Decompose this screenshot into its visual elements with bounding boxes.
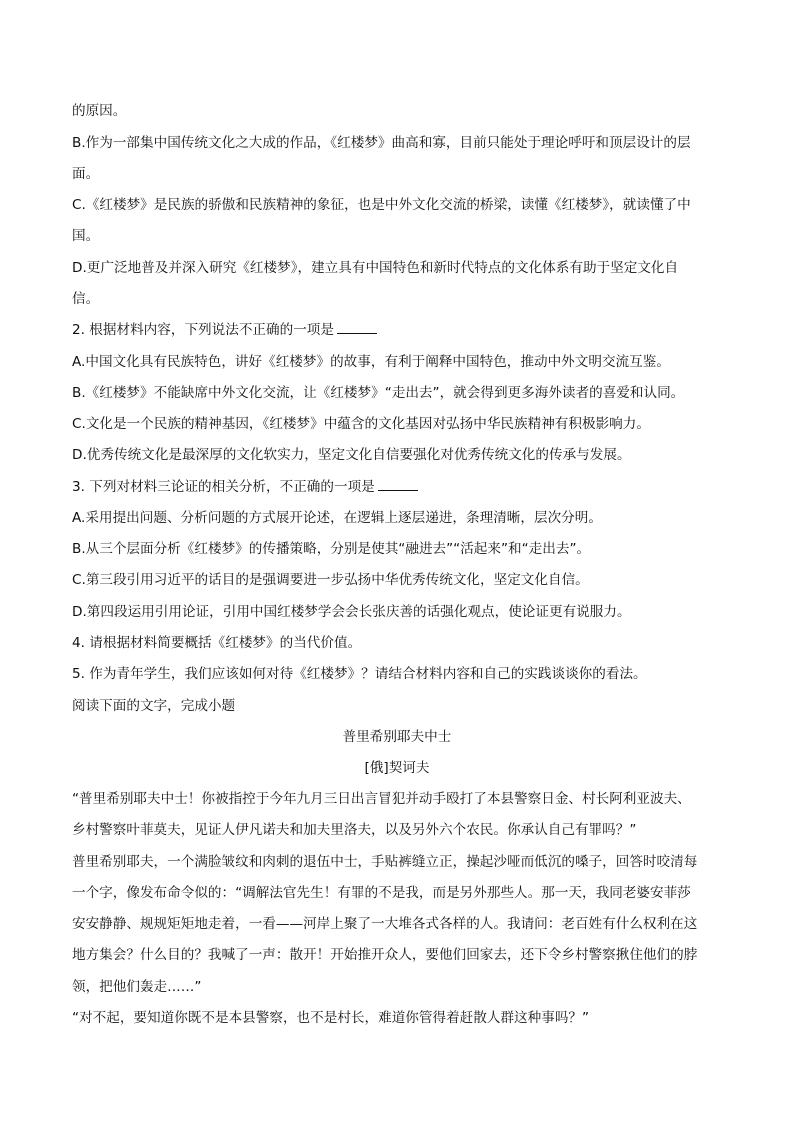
q2-stem (72, 320, 722, 340)
q2-option-c: C.文化是一个民族的精神基因，《红楼梦》中蕴含的文化基因对弘扬中华民族精神有积极影响力。 (72, 416, 650, 432)
q1-option-b-line2: 面。 (72, 166, 100, 182)
passage-p2-line5: 领，把他们轰走……” (72, 979, 202, 995)
q2-stem-text: 2. 根据材料内容，下列说法不正确的一项是 (72, 322, 334, 338)
q2-option-a: A.中国文化具有民族特色，讲好《红楼梦》的故事，有利于阐释中国特色，推动中外文明交流互鉴。 (72, 354, 670, 370)
q1-option-c-line2: 国。 (72, 228, 100, 244)
q3-option-c: C.第三段引用习近平的话目的是强调要进一步弘扬中华优秀传统文化，坚定文化自信。 (72, 572, 589, 588)
q3-stem (72, 477, 722, 497)
passage-author: [俄]契诃夫 (364, 760, 430, 776)
passage-p2-line1: 普里希别耶夫，一个满脸皱纹和肉刺的退伍中士，手贴裤缝立正，操起沙哑而低沉的嗓子，回答时咬清每 (72, 854, 698, 870)
answer-blank (337, 320, 377, 334)
passage-p3-line1: “对不起，要知道你既不是本县警察，也不是村长，难道你管得着赶散人群这种事吗？” (72, 1010, 590, 1026)
passage-p1-line1: “普里希别耶夫中士！你被指控于今年九月三日出言冒犯并动手殴打了本县警察日金、村长阿利亚波夫、 (72, 791, 691, 807)
q3-option-d: D.第四段运用引用论证，引用中国红楼梦学会会长张庆善的话强化观点，使论证更有说服力。 (72, 604, 631, 620)
passage-p2-line4: 地方集会？什么目的？我喊了一声：散开！开始推开众人，要他们回家去，还下令乡村警察揪住他们的脖 (72, 947, 698, 963)
q1-option-d-line2: 信。 (72, 291, 100, 307)
q3-option-a: A.采用提出问题、分析问题的方式展开论述，在逻辑上逐层递进，条理清晰，层次分明。 (72, 510, 602, 526)
q1-option-d-line1: D.更广泛地普及并深入研究《红楼梦》，建立具有中国特色和新时代特点的文化体系有助于坚定文化自 (72, 260, 679, 276)
passage-title: 普里希别耶夫中士 (342, 729, 452, 745)
passage-p1-line2: 乡村警察叶菲莫夫，见证人伊凡诺夫和加夫里洛夫，以及另外六个农民。你承认自己有罪吗？” (72, 822, 637, 838)
q1-option-b-line1: B.作为一部集中国传统文化之大成的作品，《红楼梦》曲高和寡，目前只能处于理论呼吁和顶层设计的层 (72, 135, 691, 151)
passage-p2-line3: 安安静静、规规矩矩地走着，一看——河岸上聚了一大堆各式各样的人。我请问：老百姓有什么权利在这 (72, 916, 698, 932)
q1-continuation: 的原因。 (72, 103, 127, 119)
q4-stem: 4. 请根据材料简要概括《红楼梦》的当代价值。 (72, 635, 362, 651)
q2-option-b: B.《红楼梦》不能缺席中外文化交流，让《红楼梦》“走出去”，就会得到更多海外读者的喜爱和认同。 (72, 385, 685, 401)
q5-stem: 5. 作为青年学生，我们应该如何对待《红楼梦》？请结合材料内容和自己的实践谈谈你的看法。 (72, 666, 647, 682)
q1-option-c-line1: C.《红楼梦》是民族的骄傲和民族精神的象征，也是中外文化交流的桥梁，读懂《红楼梦》，就读懂了中 (72, 197, 691, 213)
answer-blank (378, 477, 418, 491)
reading-instruction: 阅读下面的文字，完成小题 (72, 698, 236, 714)
q3-option-b: B.从三个层面分析《红楼梦》的传播策略，分别是使其“融进去”“活起来”和“走出去”。 (72, 541, 591, 557)
passage-p2-line2: 一个字，像发布命令似的：“调解法官先生！有罪的不是我，而是另外那些人。那一天，我同老婆安菲莎 (72, 885, 691, 901)
q3-stem-text: 3. 下列对材料三论证的相关分析，不正确的一项是 (72, 479, 375, 495)
q2-option-d: D.优秀传统文化是最深厚的文化软实力，坚定文化自信要强化对优秀传统文化的传承与发展。 (72, 447, 631, 463)
